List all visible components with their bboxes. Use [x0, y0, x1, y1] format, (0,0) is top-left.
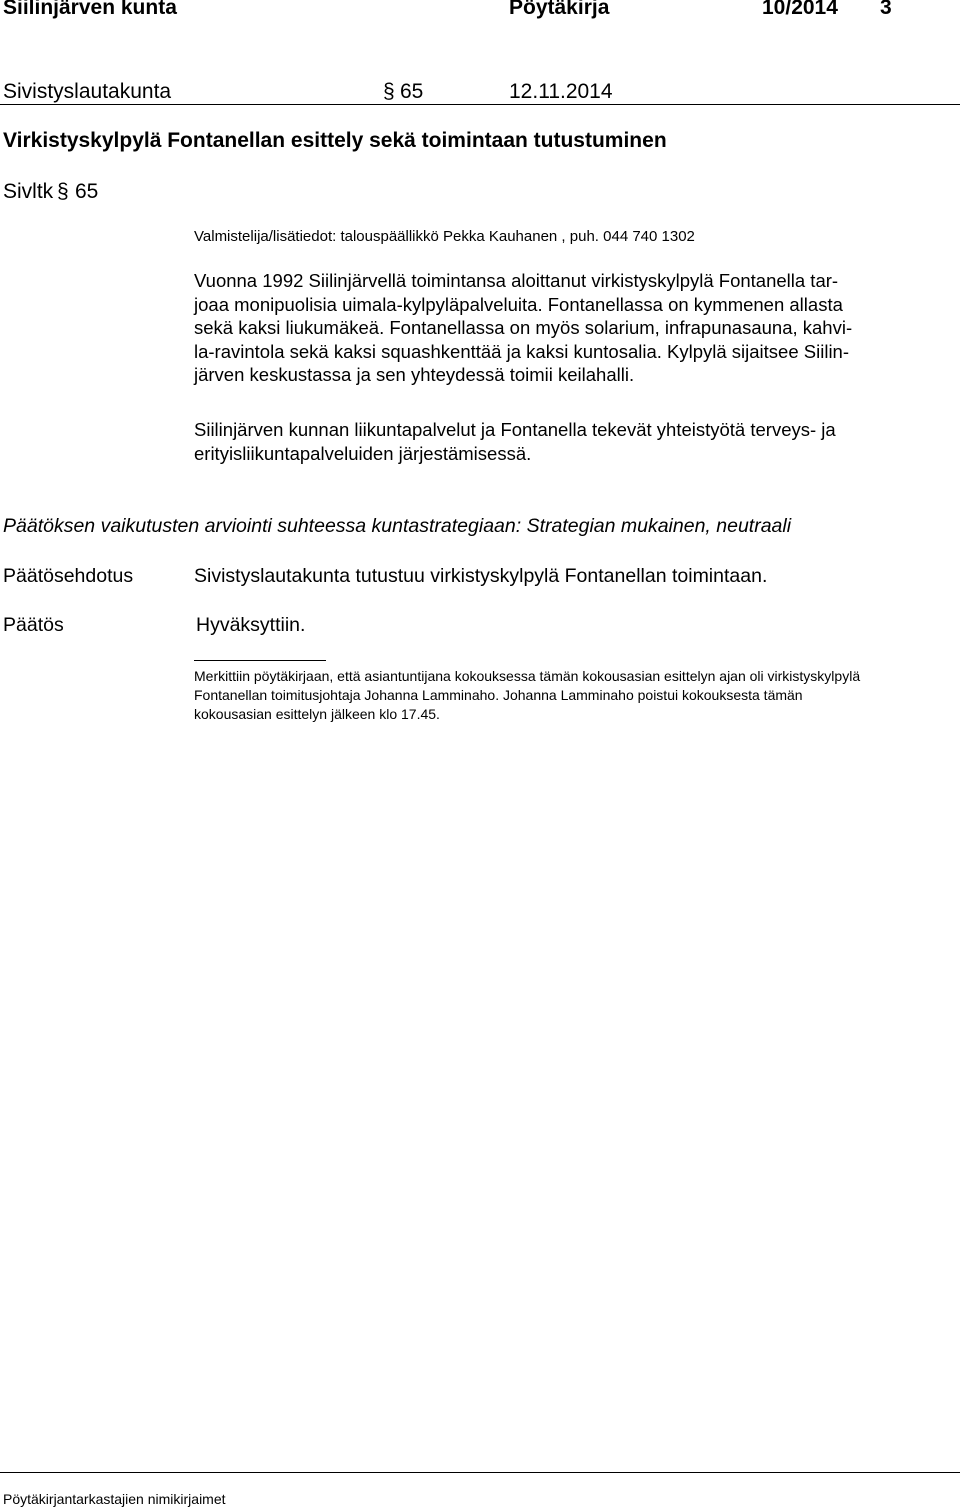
decision-label: Päätös: [3, 614, 64, 636]
header-divider: [0, 104, 960, 105]
item-ref-code: Sivltk: [3, 180, 54, 203]
note-line: Merkittiin pöytäkirjaan, että asiantuntijana kokouksessa tämän kokousasian esittelyn ajan oli virkistyskylpylä: [194, 668, 861, 684]
document-number: 10/2014: [762, 0, 838, 19]
section-symbol: §: [383, 80, 395, 103]
item-title: Virkistyskylpylä Fontanellan esittely sekä toimintaan tutustuminen: [3, 129, 667, 152]
proposal-text: Sivistyslautakunta tutustuu virkistyskylpylä Fontanellan toimintaan.: [194, 565, 768, 587]
preparer-info: Valmistelija/lisätiedot: talouspäällikkö Pekka Kauhanen , puh. 044 740 1302: [194, 228, 695, 245]
proposal-label: Päätösehdotus: [3, 565, 134, 587]
section-number: 65: [400, 80, 424, 103]
page-number: 3: [880, 0, 892, 19]
document-type: Pöytäkirja: [509, 0, 610, 19]
footer-divider: [0, 1472, 960, 1473]
description-line: järven keskustassa ja sen yhteydessä toimii keilahalli.: [194, 364, 635, 385]
description-line: Vuonna 1992 Siilinjärvellä toimintansa aloittanut virkistyskylpylä Fontanella tar-: [194, 270, 839, 291]
cooperation-line: erityisliikuntapalveluiden järjestämisessä.: [194, 442, 532, 464]
cooperation-line: Siilinjärven kunnan liikuntapalvelut ja Fontanella tekevät yhteistyötä terveys- ja: [194, 419, 836, 440]
note-line: kokousasian esittelyn jälkeen klo 17.45.: [194, 706, 440, 722]
description-line: sekä kaksi liukumäkeä. Fontanellassa on myös solarium, infrapunasauna, kahvi-: [194, 317, 853, 338]
item-ref-symbol: §: [57, 180, 69, 203]
cooperation-paragraph: [194, 418, 942, 465]
signatures-label: Pöytäkirjantarkastajien nimikirjaimet: [3, 1491, 226, 1507]
impact-assessment: Päätöksen vaikutusten arviointi suhteessa kuntastrategiaan: Strategian mukainen, neutraali: [3, 515, 792, 537]
note-line: Fontanellan toimitusjohtaja Johanna Lamminaho. Johanna Lamminaho poistui kokouksesta tämän: [194, 687, 803, 703]
minutes-note: [194, 667, 860, 724]
decision-text: Hyväksyttiin.: [196, 614, 306, 636]
meeting-date: 12.11.2014: [509, 80, 613, 103]
item-ref-number: 65: [75, 180, 99, 203]
description-line: la-ravintola sekä kaksi squashkenttää ja kaksi kuntosalia. Kylpylä sijaitsee Siilin-: [194, 340, 850, 362]
committee-name: Sivistyslautakunta: [3, 80, 172, 103]
description-line: joaa monipuolisia uimala-kylpyläpalveluita. Fontanellassa on kymmenen allasta: [194, 293, 843, 315]
note-divider: [194, 660, 326, 661]
municipality-name: Siilinjärven kunta: [3, 0, 177, 19]
description-paragraph: [194, 269, 942, 387]
